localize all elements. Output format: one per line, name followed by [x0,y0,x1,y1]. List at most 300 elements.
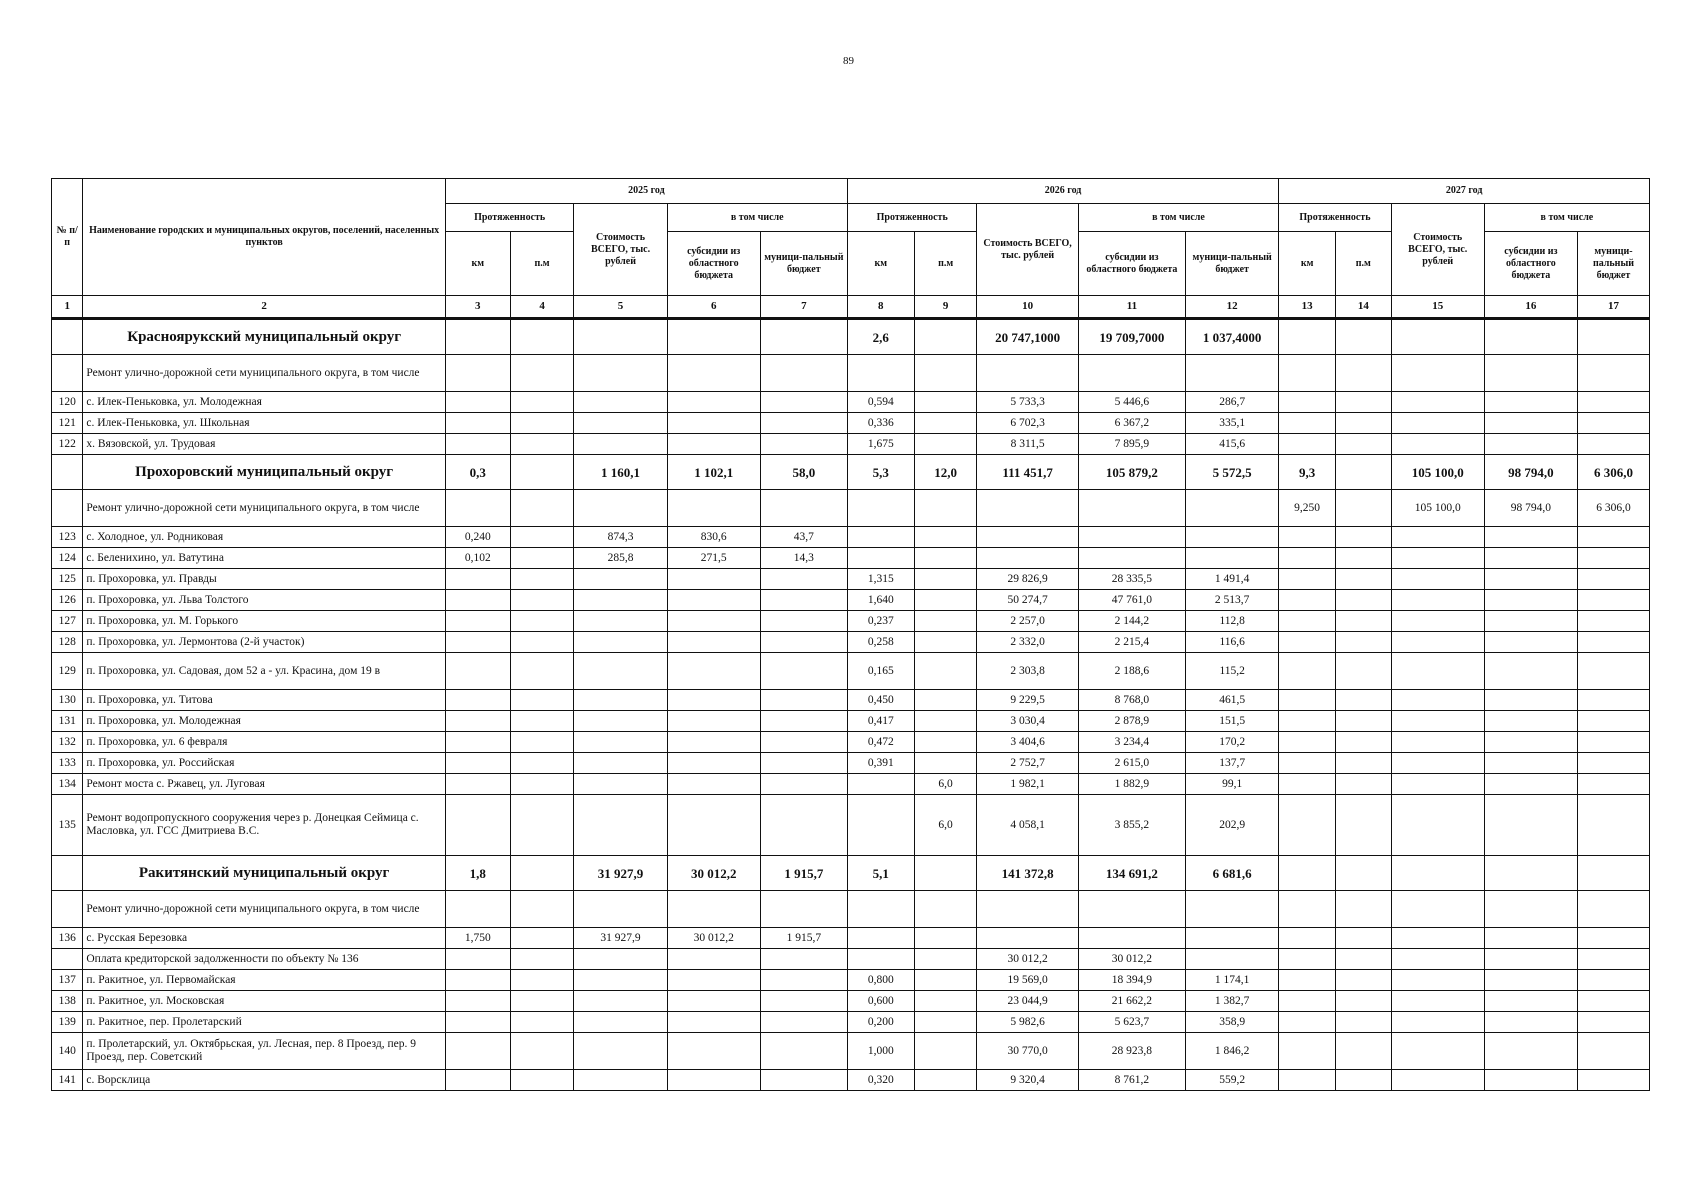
object-name: п. Прохоровка, ул. Правды [83,569,446,590]
value-cell [977,891,1078,928]
object-name: п. Прохоровка, ул. 6 февраля [83,732,446,753]
value-cell [445,1033,510,1070]
value-cell: 18 394,9 [1078,970,1185,991]
column-number-cell: 9 [914,296,977,319]
value-cell [1484,774,1577,795]
value-cell: 0,102 [445,548,510,569]
value-cell: 0,200 [847,1012,914,1033]
row-index: 141 [52,1070,83,1091]
value-cell [574,753,667,774]
value-cell [574,774,667,795]
value-cell [1484,413,1577,434]
value-cell [1577,590,1649,611]
value-cell [445,774,510,795]
value-cell [1279,753,1336,774]
value-cell [1484,732,1577,753]
value-cell: 3 404,6 [977,732,1078,753]
value-cell: 105 879,2 [1078,455,1185,490]
value-cell [1391,355,1484,392]
value-cell: 9 229,5 [977,690,1078,711]
value-cell [1279,548,1336,569]
header-pm: п.м [914,232,977,296]
value-cell [1335,455,1391,490]
value-cell [445,753,510,774]
value-cell: 1 382,7 [1186,991,1279,1012]
column-number-cell: 5 [574,296,667,319]
value-cell [1577,1070,1649,1091]
value-cell: 21 662,2 [1078,991,1185,1012]
value-cell [1577,527,1649,548]
value-cell: 271,5 [667,548,760,569]
row-index: 136 [52,928,83,949]
value-cell [914,991,977,1012]
value-cell: 0,800 [847,970,914,991]
value-cell [1391,1033,1484,1070]
value-cell [1279,434,1336,455]
value-cell: 830,6 [667,527,760,548]
value-cell [1391,856,1484,891]
value-cell: 29 826,9 [977,569,1078,590]
value-cell [1484,569,1577,590]
value-cell [1484,1012,1577,1033]
value-cell: 12,0 [914,455,977,490]
object-name: п. Ракитное, ул. Первомайская [83,970,446,991]
value-cell [760,732,847,753]
value-cell: 28 335,5 [1078,569,1185,590]
value-cell [1484,548,1577,569]
header-length-2026: Протяженность [847,204,977,232]
value-cell [1484,711,1577,732]
value-cell [760,490,847,527]
value-cell [445,632,510,653]
object-name: с. Холодное, ул. Родниковая [83,527,446,548]
value-cell: 134 691,2 [1078,856,1185,891]
value-cell [1484,590,1577,611]
value-cell [977,490,1078,527]
value-cell [1279,392,1336,413]
road-repair-table [51,178,1650,1091]
row-index [52,856,83,891]
value-cell [1577,392,1649,413]
value-cell [574,590,667,611]
object-name: с. Илек-Пеньковка, ул. Молодежная [83,392,446,413]
value-cell [1484,928,1577,949]
value-cell: 6 681,6 [1186,856,1279,891]
value-cell [760,1033,847,1070]
value-cell: 3 855,2 [1078,795,1185,856]
value-cell [667,490,760,527]
table-row [52,774,1650,795]
column-number-cell: 10 [977,296,1078,319]
value-cell [510,949,574,970]
value-cell [445,392,510,413]
value-cell [760,434,847,455]
header-pm: п.м [510,232,574,296]
value-cell [667,970,760,991]
value-cell [1391,949,1484,970]
value-cell [445,795,510,856]
header-cost-2025: Стоимость ВСЕГО, тыс. рублей [574,204,667,296]
table-row [52,711,1650,732]
row-index: 122 [52,434,83,455]
table-row [52,434,1650,455]
header-year-2027: 2027 год [1279,179,1650,204]
value-cell [977,355,1078,392]
value-cell [1279,1012,1336,1033]
object-name: п. Ракитное, пер. Пролетарский [83,1012,446,1033]
value-cell [445,611,510,632]
value-cell [510,490,574,527]
value-cell [1335,690,1391,711]
value-cell: 23 044,9 [977,991,1078,1012]
value-cell [1484,949,1577,970]
value-cell [1335,891,1391,928]
value-cell [1335,413,1391,434]
value-cell [1078,355,1185,392]
value-cell [1577,632,1649,653]
value-cell [1391,753,1484,774]
value-cell [1484,856,1577,891]
value-cell [760,1012,847,1033]
value-cell: 559,2 [1186,1070,1279,1091]
value-cell [1391,527,1484,548]
value-cell [510,392,574,413]
value-cell [1391,1070,1484,1091]
value-cell [1391,711,1484,732]
value-cell [1335,569,1391,590]
value-cell [445,653,510,690]
value-cell [760,611,847,632]
value-cell: 8 311,5 [977,434,1078,455]
value-cell [760,891,847,928]
value-cell [510,1033,574,1070]
value-cell [574,413,667,434]
value-cell [1335,392,1391,413]
value-cell [1577,774,1649,795]
value-cell [574,1070,667,1091]
value-cell [1391,392,1484,413]
value-cell: 0,3 [445,455,510,490]
value-cell [914,590,977,611]
row-index [52,319,83,355]
value-cell [1335,928,1391,949]
value-cell [574,711,667,732]
value-cell [574,611,667,632]
column-number-cell: 11 [1078,296,1185,319]
value-cell [914,928,977,949]
value-cell: 1,000 [847,1033,914,1070]
value-cell: 5,3 [847,455,914,490]
value-cell [1577,653,1649,690]
value-cell [914,753,977,774]
value-cell [847,548,914,569]
header-length-2027: Протяженность [1279,204,1391,232]
value-cell [1577,1012,1649,1033]
value-cell [1391,891,1484,928]
value-cell: 2 752,7 [977,753,1078,774]
value-cell [1391,569,1484,590]
value-cell [1484,527,1577,548]
value-cell [1484,319,1577,355]
value-cell [667,1070,760,1091]
value-cell [1335,527,1391,548]
value-cell [510,970,574,991]
value-cell [667,795,760,856]
value-cell [760,711,847,732]
value-cell: 151,5 [1186,711,1279,732]
column-number-cell: 7 [760,296,847,319]
object-name: Ремонт водопропускного сооружения через р. Донецкая Сеймица с. Масловка, ул. ГСС Дмитриева В.С. [83,795,446,856]
value-cell [667,632,760,653]
value-cell [574,1012,667,1033]
value-cell [1279,856,1336,891]
value-cell [1391,970,1484,991]
value-cell [667,413,760,434]
value-cell [667,774,760,795]
table-row [52,490,1650,527]
value-cell: 9,250 [1279,490,1336,527]
object-name: п. Пролетарский, ул. Октябрьская, ул. Лесная, пер. 8 Проезд, пер. 9 Проезд, пер. Советский [83,1033,446,1070]
header-cost-2026: Стоимость ВСЕГО, тыс. рублей [977,204,1078,296]
value-cell: 105 100,0 [1391,490,1484,527]
value-cell [510,891,574,928]
row-index [52,949,83,970]
value-cell [760,795,847,856]
object-name: с. Илек-Пеньковка, ул. Школьная [83,413,446,434]
value-cell [1484,1070,1577,1091]
object-name: п. Прохоровка, ул. М. Горького [83,611,446,632]
value-cell [914,355,977,392]
value-cell [914,319,977,355]
value-cell [1335,590,1391,611]
object-name: с. Ворсклица [83,1070,446,1091]
value-cell [510,1012,574,1033]
value-cell [1186,527,1279,548]
value-cell [445,991,510,1012]
value-cell [574,949,667,970]
value-cell: 98 794,0 [1484,455,1577,490]
value-cell [510,355,574,392]
value-cell [914,569,977,590]
value-cell: 8 761,2 [1078,1070,1185,1091]
value-cell: 874,3 [574,527,667,548]
header-km: км [1279,232,1336,296]
value-cell: 8 768,0 [1078,690,1185,711]
value-cell [1335,1070,1391,1091]
value-cell [760,690,847,711]
value-cell: 2 615,0 [1078,753,1185,774]
value-cell [1484,891,1577,928]
row-index [52,490,83,527]
value-cell [1577,413,1649,434]
value-cell [977,548,1078,569]
value-cell [510,711,574,732]
value-cell [667,355,760,392]
row-index: 130 [52,690,83,711]
value-cell: 3 030,4 [977,711,1078,732]
value-cell [914,949,977,970]
value-cell: 0,600 [847,991,914,1012]
value-cell: 112,8 [1186,611,1279,632]
value-cell [914,690,977,711]
column-number-cell: 14 [1335,296,1391,319]
value-cell [667,1033,760,1070]
row-index [52,891,83,928]
row-index [52,355,83,392]
value-cell: 6 306,0 [1577,455,1649,490]
value-cell [847,891,914,928]
header-name: Наименование городских и муниципальных округов, поселений, населенных пунктов [83,179,446,296]
value-cell [1577,1033,1649,1070]
value-cell: 6 306,0 [1577,490,1649,527]
value-cell [760,355,847,392]
object-name: п. Ракитное, ул. Московская [83,991,446,1012]
value-cell: 2 332,0 [977,632,1078,653]
value-cell [1186,949,1279,970]
object-name: п. Прохоровка, ул. Льва Толстого [83,590,446,611]
value-cell [1391,611,1484,632]
value-cell: 1 915,7 [760,856,847,891]
value-cell: 30 770,0 [977,1033,1078,1070]
row-index: 128 [52,632,83,653]
value-cell [510,611,574,632]
value-cell [574,569,667,590]
value-cell [667,991,760,1012]
column-number-cell: 8 [847,296,914,319]
value-cell: 5 623,7 [1078,1012,1185,1033]
value-cell [667,753,760,774]
value-cell: 1 160,1 [574,455,667,490]
value-cell: 28 923,8 [1078,1033,1185,1070]
value-cell [1484,970,1577,991]
value-cell [667,711,760,732]
header-subsidy: субсидии из областного бюджета [667,232,760,296]
value-cell [1335,774,1391,795]
value-cell: 0,417 [847,711,914,732]
value-cell [760,753,847,774]
value-cell [510,991,574,1012]
value-cell [1279,774,1336,795]
value-cell [1335,319,1391,355]
value-cell [1391,434,1484,455]
value-cell: 1,750 [445,928,510,949]
value-cell: 50 274,7 [977,590,1078,611]
value-cell [1279,355,1336,392]
value-cell: 1,675 [847,434,914,455]
value-cell [1335,711,1391,732]
value-cell [1335,1033,1391,1070]
row-index: 132 [52,732,83,753]
value-cell: 5 982,6 [977,1012,1078,1033]
value-cell [760,319,847,355]
value-cell [1335,434,1391,455]
value-cell [760,590,847,611]
value-cell [510,455,574,490]
row-index: 123 [52,527,83,548]
value-cell [1577,891,1649,928]
value-cell [667,590,760,611]
value-cell: 286,7 [1186,392,1279,413]
value-cell: 137,7 [1186,753,1279,774]
header-subsidy: субсидии из областного бюджета [1078,232,1185,296]
value-cell [1484,1033,1577,1070]
value-cell [574,690,667,711]
value-cell [1391,928,1484,949]
value-cell [1078,891,1185,928]
object-name: Ремонт улично-дорожной сети муниципального округа, в том числе [83,490,446,527]
value-cell: 5 446,6 [1078,392,1185,413]
row-index: 121 [52,413,83,434]
value-cell [1078,548,1185,569]
column-number-cell: 15 [1391,296,1484,319]
value-cell [1391,991,1484,1012]
value-cell [914,434,977,455]
row-index: 120 [52,392,83,413]
value-cell [574,632,667,653]
object-name: Ремонт моста с. Ржавец, ул. Луговая [83,774,446,795]
value-cell [1186,891,1279,928]
table-row [52,569,1650,590]
value-cell: 9,3 [1279,455,1336,490]
district-row [52,319,1650,355]
value-cell: 1 982,1 [977,774,1078,795]
object-name: п. Прохоровка, ул. Титова [83,690,446,711]
value-cell [914,653,977,690]
value-cell [1186,490,1279,527]
value-cell [1186,355,1279,392]
value-cell [1078,490,1185,527]
value-cell: 30 012,2 [1078,949,1185,970]
value-cell [445,949,510,970]
value-cell [1335,732,1391,753]
value-cell: 0,237 [847,611,914,632]
value-cell: 0,240 [445,527,510,548]
header-municipal: муници-пальный бюджет [1577,232,1649,296]
value-cell: 1,315 [847,569,914,590]
value-cell [1577,795,1649,856]
row-index: 125 [52,569,83,590]
district-row [52,856,1650,891]
table-row [52,891,1650,928]
value-cell [847,795,914,856]
value-cell [445,1070,510,1091]
value-cell: 5 733,3 [977,392,1078,413]
value-cell [977,527,1078,548]
value-cell [1577,928,1649,949]
value-cell [760,774,847,795]
value-cell [1391,319,1484,355]
value-cell [1335,991,1391,1012]
value-cell [914,611,977,632]
value-cell [510,632,574,653]
header-km: км [847,232,914,296]
value-cell [1279,590,1336,611]
value-cell [445,891,510,928]
value-cell: 6 702,3 [977,413,1078,434]
value-cell: 99,1 [1186,774,1279,795]
value-cell [574,991,667,1012]
value-cell: 2 144,2 [1078,611,1185,632]
value-cell [1335,795,1391,856]
value-cell: 0,320 [847,1070,914,1091]
value-cell [914,711,977,732]
value-cell [1279,413,1336,434]
value-cell [1279,527,1336,548]
value-cell [1279,569,1336,590]
value-cell [1577,548,1649,569]
value-cell [1577,319,1649,355]
value-cell [1577,690,1649,711]
